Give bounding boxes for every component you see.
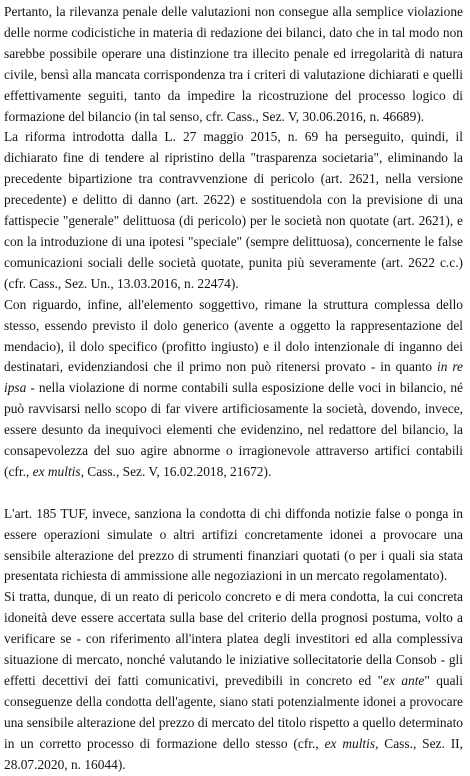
paragraph-text: L'art. 185 TUF, invece, sanziona la condotta di chi diffonda notizie false o ponga in essere operazioni simulate o altri artifizi concretamente idonei a provocare una sensibile alterazione del prezzo di strumenti finanziari quotati (o per i quali sia stata presentata richiesta di ammissione alle negoziazioni in un mercato regolamentato). — [4, 505, 463, 584]
latin-phrase: ex multis — [324, 735, 376, 751]
paragraph-elemento-soggettivo — [4, 295, 463, 483]
paragraph-text: Pertanto, la rilevanza penale delle valutazioni non consegue alla semplice violazione delle norme codicistiche in materia di redazione dei bilanci, dato che in tal modo non sarebbe possibile operare una distinzione tra illecito penale ed irregolarità di natura civile, bensì alla mancata corrispondenza tra i criteri di valutazione dichiarati e quelli effettivamente seguiti, tanto da impedire la ricostruzione del processo logico di formazione del bilancio (in tal senso, cfr. Cass., Sez. V, 30.06.2016, n. 46689). — [4, 4, 463, 124]
paragraph-text: La riforma introdotta dalla L. 27 maggio 2015, n. 69 ha perseguito, quindi, il dichiarato fine di tendere al ripristino della "trasparenza societaria", eliminando la precedente bipartizione tra contravvenzione di pericolo (art. 2621, nella versione precedente) e delitto di danno (art. 2622) e sostituendola con la previsione di una fattispecie "generale" delittuosa (di pericolo) per le società non quotate (art. 2621), e con la introduzione di una ipotesi "speciale" (sempre delittuosa), concernente le false comunicazioni sociali delle società quotate, punita più severamente (art. 2622 c.c.) (cfr. Cass., Sez. Un., 13.03.2016, n. 22474). — [4, 129, 463, 291]
latin-phrase: ex multis — [32, 463, 81, 479]
paragraph-text: , Cass., Sez. II, 28.07.2020, n. 16044). — [4, 735, 463, 772]
latin-phrase: ex ante — [383, 672, 425, 688]
paragraph-text: , Cass., Sez. V, 16.02.2018, 21672). — [80, 463, 272, 479]
paragraph-text: - nella violazione di norme contabili sulla esposizione delle voci in bilancio, né può ravvisarsi nello scopo di far vivere artificiosamente la società, dovendo, invece, essere desunto da inequivoci elementi che evidenzino, nel redattore del bilancio, la consapevolezza del suo agire abnorme o irragionevole attraverso artifici contabili (cfr., — [4, 380, 463, 479]
paragraph-valutazioni — [4, 2, 463, 127]
paragraph-art-185-tuf — [4, 504, 463, 588]
paragraph-text: Si tratta, dunque, di un reato di pericolo concreto e di mera condotta, la cui concreta idoneità deve essere accertata sulla base del criterio della prognosi postuma, volto a verificare se - con riferimento all'intera platea degli investitori ed alla complessiva situazione di mercato, nonché valutando le iniziative sollecitatorie della Consob - gli effetti decettivi dei fatti comunicativi, prevedibili in concreto ed " — [4, 589, 463, 688]
document-page — [4, 2, 463, 776]
paragraph-reato-pericolo — [4, 587, 463, 775]
paragraph-text: " quali conseguenze della condotta dell'agente, siano stati potenzialmente idonei a provocare una sensibile alterazione del prezzo di mercato del titolo rispetto a quello determinato in un corretto processo di formazione dello stesso (cfr., — [4, 672, 463, 751]
paragraph-text: Con riguardo, infine, all'elemento soggettivo, rimane la struttura complessa dello stesso, essendo previsto il dolo generico (avente a oggetto la rappresentazione del mendacio), il dolo specifico (profitto ingiusto) e il dolo intenzionale di inganno dei destinatari, evidenziandosi che il primo non può ritenersi provato - in quanto — [4, 296, 463, 375]
paragraph-riforma — [4, 127, 463, 294]
paragraph-spacer — [4, 483, 463, 504]
latin-phrase: in re ipsa — [4, 359, 463, 396]
